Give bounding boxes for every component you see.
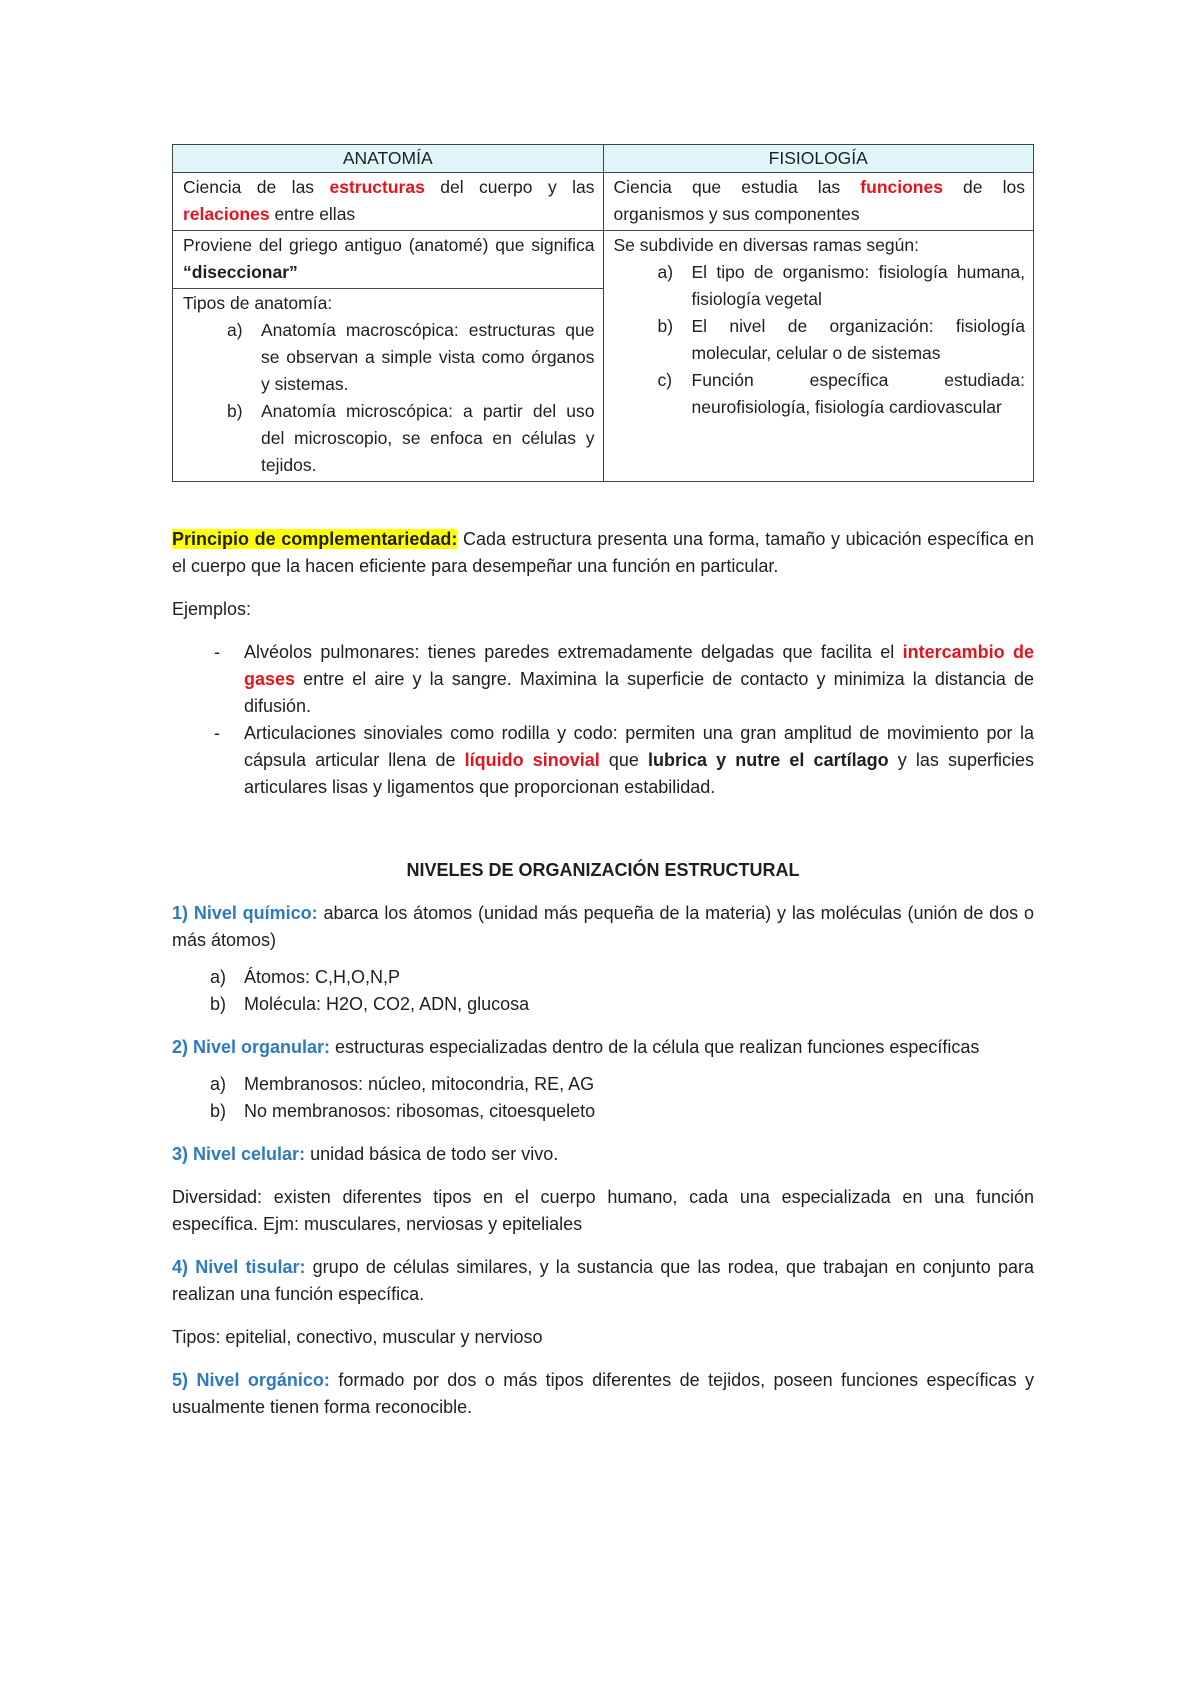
list-item xyxy=(172,964,1034,991)
level-label: 3) Nivel celular: xyxy=(172,1144,306,1164)
anatomia-definition xyxy=(173,173,604,231)
text-run: Proviene del griego antiguo (anatomé) que significa xyxy=(183,235,595,255)
list-text: Átomos: C,H,O,N,P xyxy=(244,967,401,987)
level-text: grupo de células similares, y la sustancia que las rodea, que trabajan en conjunto para realizan una función específica. xyxy=(172,1257,1034,1304)
list-item xyxy=(614,367,1026,421)
red-term: estructuras xyxy=(329,177,425,197)
principle-label: Principio de complementariedad: xyxy=(172,529,458,549)
level-organular xyxy=(172,1034,1034,1061)
list-marker: b) xyxy=(210,994,227,1014)
list-marker: - xyxy=(214,642,220,662)
level-text: abarca los átomos (unidad más pequeña de la materia) y las moléculas (unión de dos o más átomos) xyxy=(172,903,1034,950)
list-text: Molécula: H2O, CO2, ADN, glucosa xyxy=(244,994,530,1014)
red-term: relaciones xyxy=(183,204,270,224)
text-run: y las superficies articulares lisas y ligamentos que proporcionan estabilidad. xyxy=(244,750,1034,797)
list-item xyxy=(183,317,595,398)
level-tisular xyxy=(172,1254,1034,1308)
text-run: entre ellas xyxy=(269,204,356,224)
types-list xyxy=(183,317,595,479)
section-title: NIVELES DE ORGANIZACIÓN ESTRUCTURAL xyxy=(406,860,800,880)
text-run: Ciencia de las xyxy=(183,177,330,197)
red-term: funciones xyxy=(860,177,943,197)
list-marker: c) xyxy=(657,370,673,390)
header-anatomia: ANATOMÍA xyxy=(173,145,604,173)
list-text: No membranosos: ribosomas, citoesqueleto xyxy=(244,1101,596,1121)
anatomia-types xyxy=(173,289,604,482)
header-fisiologia: FISIOLOGÍA xyxy=(603,145,1034,173)
principle-text: Cada estructura presenta una forma, tamaño y ubicación específica en el cuerpo que la hacen eficiente para desempeñar una función en particular. xyxy=(172,529,1035,576)
text-run: del cuerpo y las xyxy=(424,177,595,197)
level-text: estructuras especializadas dentro de la célula que realizan funciones específicas xyxy=(330,1037,980,1057)
bold-term: “diseccionar” xyxy=(183,262,298,282)
level-label: 5) Nivel orgánico: xyxy=(172,1370,330,1390)
level-label: 1) Nivel químico: xyxy=(172,903,318,923)
examples-list xyxy=(172,639,1034,801)
fisiologia-definition xyxy=(603,173,1034,231)
list-item xyxy=(614,259,1026,313)
branches-list xyxy=(614,259,1026,421)
list-text: Membranosos: núcleo, mitocondria, RE, AG xyxy=(244,1074,595,1094)
list-item xyxy=(172,991,1034,1018)
examples-label: Ejemplos: xyxy=(172,599,252,619)
bold-term: lubrica y nutre el cartílago xyxy=(648,750,889,770)
types-title: Tipos de anatomía: xyxy=(183,293,333,313)
branches-title: Se subdivide en diversas ramas según: xyxy=(613,235,919,255)
list-text: Función específica estudiada: neurofisiología, fisiología cardiovascular xyxy=(691,370,1025,417)
list-item xyxy=(172,720,1034,801)
list-marker: - xyxy=(214,723,220,743)
level-organico xyxy=(172,1367,1034,1421)
list-item xyxy=(614,313,1026,367)
text-run: Articulaciones sinoviales como rodilla y codo: permiten una gran amplitud de movimiento por la cápsula articular llena de xyxy=(244,723,1034,770)
list-text: Anatomía macroscópica: estructuras que se observan a simple vista como órganos y sistemas. xyxy=(261,320,595,394)
list-item xyxy=(172,639,1034,720)
list-marker: b) xyxy=(657,316,674,336)
list-item xyxy=(172,1098,1034,1125)
level-celular xyxy=(172,1141,1034,1168)
list-marker: a) xyxy=(210,967,227,987)
text-run: Alvéolos pulmonares: tienes paredes extremadamente delgadas que facilita el xyxy=(244,642,903,662)
principle-paragraph xyxy=(172,526,1034,580)
table-header-row xyxy=(173,145,1034,173)
list-text: El tipo de organismo: fisiología humana, fisiología vegetal xyxy=(691,262,1025,309)
level-quimico xyxy=(172,900,1034,954)
list-text: El nivel de organización: fisiología molecular, celular o de sistemas xyxy=(691,316,1025,363)
text-run: entre el aire y la sangre. Maximina la superficie de contacto y minimiza la distancia de difusión. xyxy=(244,669,1034,716)
red-term: líquido sinovial xyxy=(464,750,600,770)
list-text: Anatomía microscópica: a partir del uso del microscopio, se enfoca en células y tejidos. xyxy=(261,401,595,475)
list-marker: a) xyxy=(210,1074,227,1094)
organular-list xyxy=(172,1071,1034,1125)
quimico-list xyxy=(172,964,1034,1018)
list-marker: a) xyxy=(227,320,243,340)
fisiologia-branches xyxy=(603,231,1034,482)
red-term: intercambio de gases xyxy=(244,642,1034,689)
list-marker: b) xyxy=(210,1101,227,1121)
list-item xyxy=(183,398,595,479)
text-run: Ciencia que estudia las xyxy=(613,177,861,197)
level-label: 4) Nivel tisular: xyxy=(172,1257,306,1277)
level-label: 2) Nivel organular: xyxy=(172,1037,331,1057)
document-content xyxy=(172,144,1034,1421)
tisular-types: Tipos: epitelial, conectivo, muscular y nervioso xyxy=(172,1327,543,1347)
anatomia-origin xyxy=(173,231,604,289)
text-run: que xyxy=(599,750,649,770)
table-row xyxy=(173,173,1034,231)
list-marker: b) xyxy=(227,401,243,421)
level-text: unidad básica de todo ser vivo. xyxy=(305,1144,559,1164)
celular-diversity: Diversidad: existen diferentes tipos en el cuerpo humano, cada una especializada en una función específica. Ejm: musculares, nerviosas y epiteliales xyxy=(172,1187,1034,1234)
text-run: de los organismos y sus componentes xyxy=(613,177,1026,224)
comparison-table xyxy=(172,144,1034,482)
list-marker: a) xyxy=(657,262,674,282)
level-text: formado por dos o más tipos diferentes de tejidos, poseen funciones específicas y usualmente tienen forma reconocible. xyxy=(172,1370,1035,1417)
table-row xyxy=(173,231,1034,289)
list-item xyxy=(172,1071,1034,1098)
